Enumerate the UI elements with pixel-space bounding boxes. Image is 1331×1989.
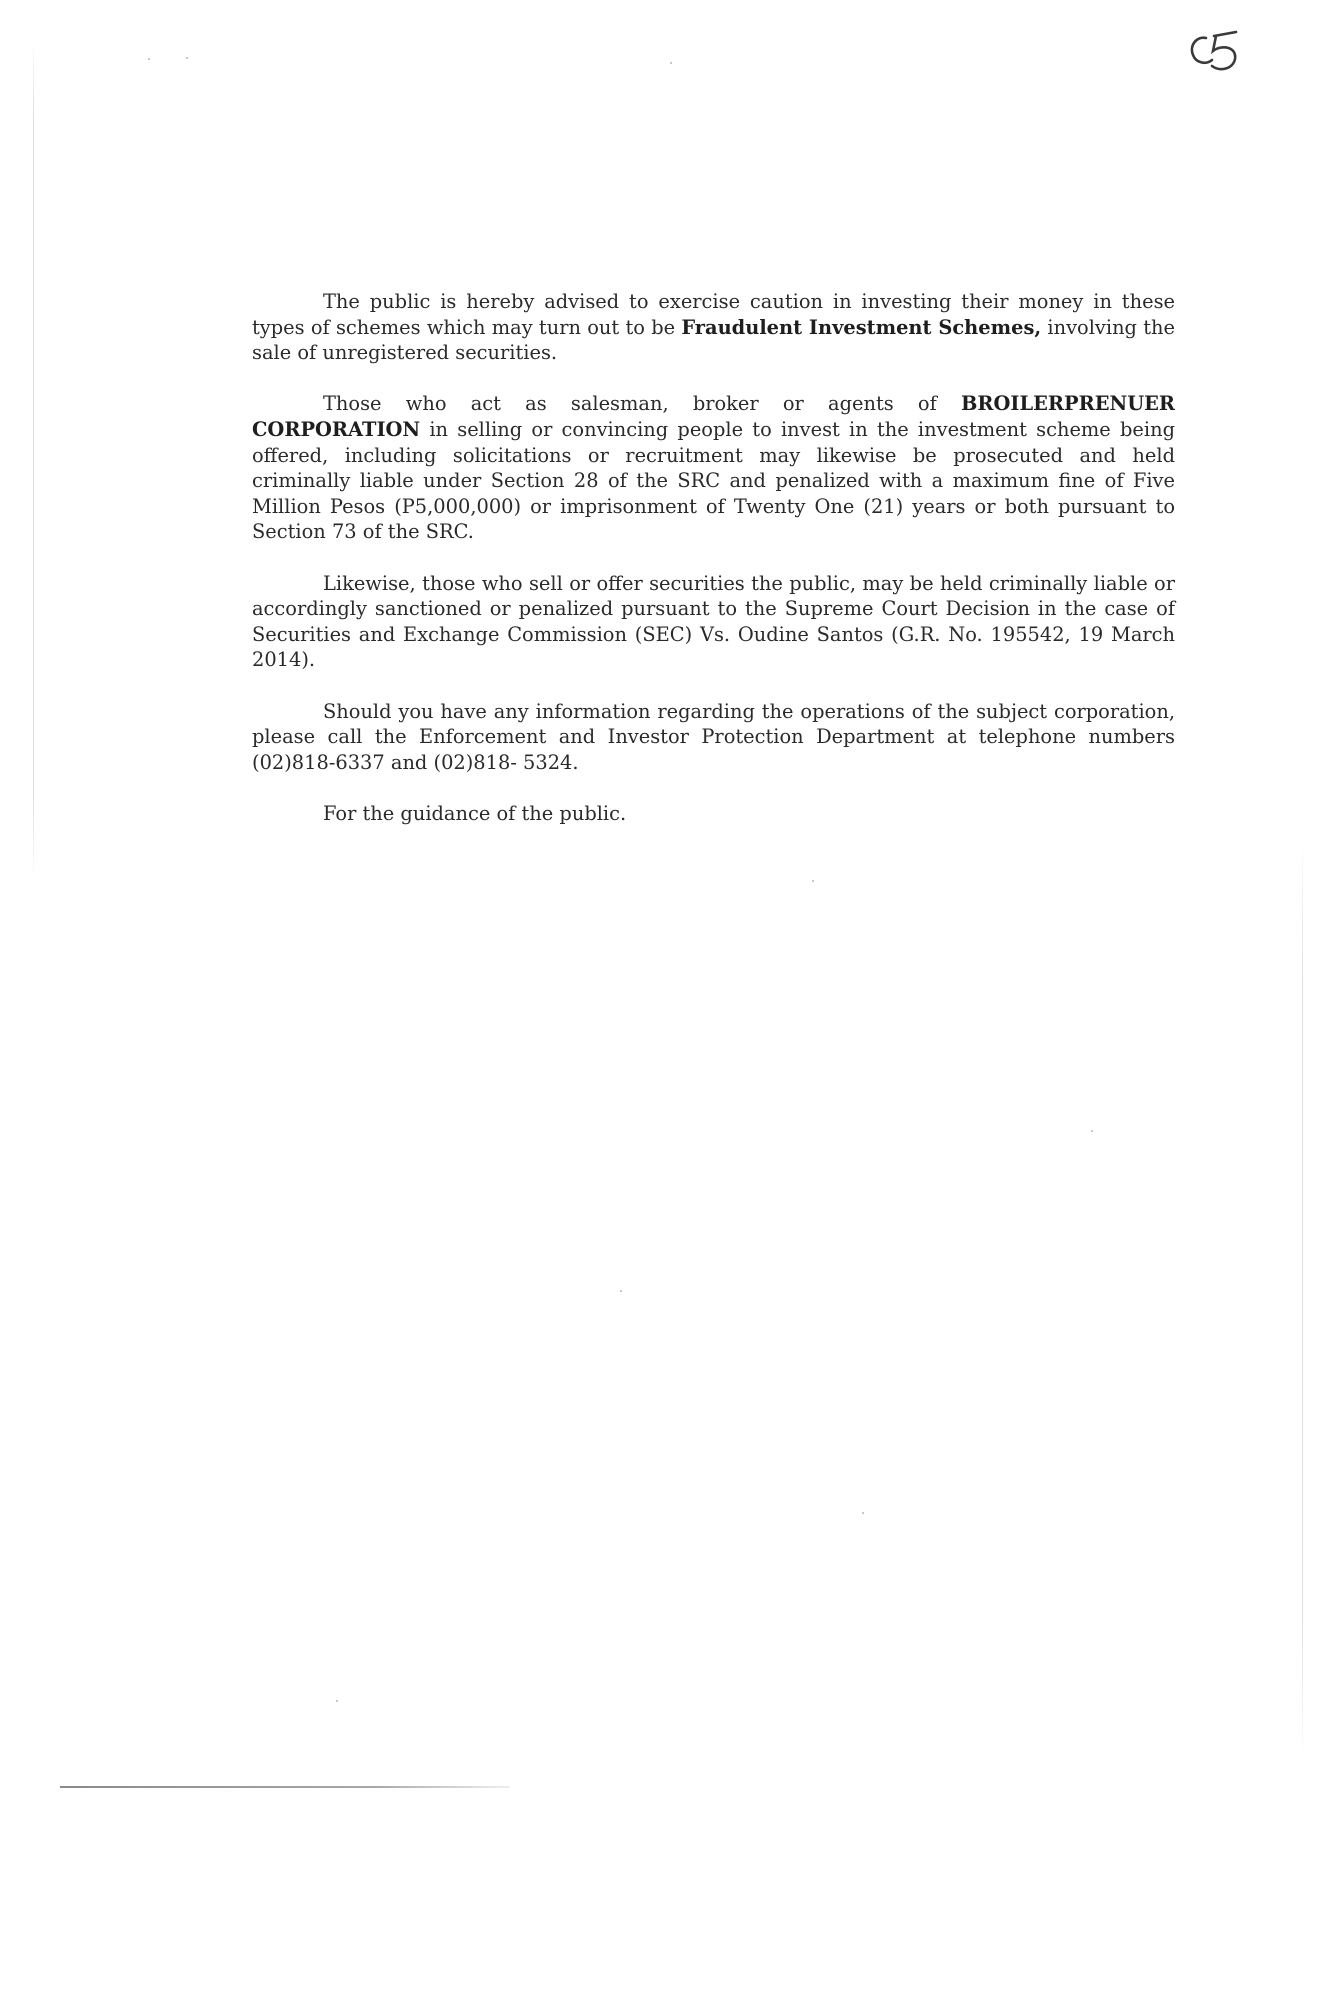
paragraph-contact-info: Should you have any information regarding the operations of the subject corporation, please call the Enforcement and Investor Protection Department at telephone numbers (02)818-6337 and (02)818- 5324.	[252, 699, 1175, 774]
paragraph-caution-text-end: involving the sale of unregistered securities.	[252, 315, 1175, 365]
scan-edge-left	[33, 40, 34, 880]
paragraph-agents-liability	[252, 391, 1175, 545]
scan-speck	[862, 1512, 864, 1514]
scan-speck	[620, 1290, 622, 1292]
scan-speck	[336, 1700, 338, 1702]
scan-speck	[148, 58, 150, 60]
corporation-name: BROILERPRENUER CORPORATION	[252, 392, 1175, 441]
advisory-body	[252, 289, 1175, 852]
footer-rule	[60, 1786, 510, 1788]
scan-edge-right	[1302, 840, 1303, 1760]
paragraph-caution-text: The public is hereby advised to exercise caution in investing their money in these types of schemes which may turn out to be	[252, 290, 1175, 339]
paragraph-agents-text: Those who act as salesman, broker or agents of	[323, 392, 961, 416]
paragraph-caution	[252, 289, 1175, 366]
scan-speck	[186, 57, 188, 59]
scan-speck	[1091, 1130, 1093, 1132]
handwritten-page-number-icon	[1182, 20, 1246, 84]
page-number	[1182, 20, 1246, 84]
paragraph-agents-text-end: in selling or convincing people to invest in the investment scheme being offered, including solicitations or recruitment may likewise be prosecuted and held criminally liable under Section 28 of the SRC and penalized with a maximum fine of Five Million Pesos (P5,000,000) or imprisonment of Twenty One (21) years or both pursuant to Section 73 of the SRC.	[252, 417, 1175, 544]
scan-speck	[670, 62, 672, 64]
paragraph-guidance: For the guidance of the public.	[323, 801, 627, 825]
paragraph-supreme-court: Likewise, those who sell or offer securities the public, may be held criminally liable or accordingly sanctioned or penalized pursuant to the Supreme Court Decision in the case of Securities and Exchange Commission (SEC) Vs. Oudine Santos (G.R. No. 195542, 19 March 2014).	[252, 571, 1175, 672]
fraudulent-schemes-emphasis: Fraudulent Investment Schemes,	[681, 315, 1042, 339]
scan-speck	[812, 880, 814, 882]
